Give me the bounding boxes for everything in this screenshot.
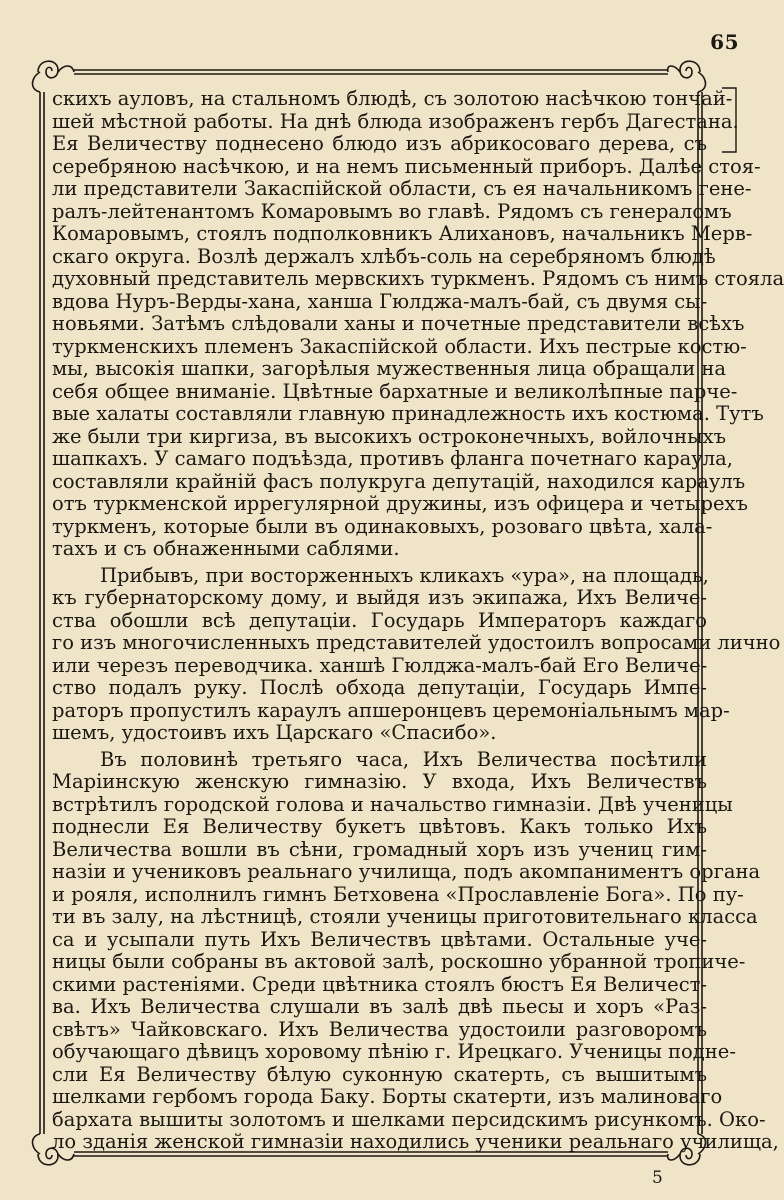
- text-line: мы, высокія шапки, загорѣлыя мужественныя лица обращали на: [52, 357, 727, 380]
- paragraph: [52, 747, 779, 1154]
- text-line: составляли крайній фасъ полукруга депутацій, находился караулъ: [52, 469, 746, 493]
- body-text: [52, 87, 784, 1153]
- text-line: шей мѣстной работы. На днѣ блюда изображенъ гербъ Дагестана.: [52, 109, 739, 133]
- text-line: поднесли Ея Величеству букетъ цвѣтовъ. Какъ только Ихъ: [52, 815, 707, 838]
- text-line: шемъ, удостоивъ ихъ Царскаго «Спасибо».: [52, 721, 497, 744]
- text-line: ли представители Закаспійской области, съ ея начальникомъ гене-: [52, 177, 752, 200]
- text-line: отъ туркменской иррегулярной дружины, изъ офицера и четырехъ: [52, 492, 748, 515]
- page-number: 65: [710, 30, 739, 54]
- text-line: встрѣтилъ городской голова и начальство гимназіи. Двѣ ученицы: [52, 792, 733, 816]
- left-border: [40, 92, 44, 1134]
- text-line: го изъ многочисленныхъ представителей удостоилъ вопросами лично: [52, 631, 781, 654]
- text-line: бархата вышиты золотомъ и шелками персидскимъ рисункомъ. Око-: [52, 1107, 766, 1131]
- text-line: скаго округа. Возлѣ держалъ хлѣбъ-соль на серебряномъ блюдѣ: [52, 244, 716, 268]
- text-line: свѣтъ» Чайковскаго. Ихъ Величества удостоили разговоромъ: [52, 1017, 707, 1041]
- text-line: Маріинскую женскую гимназію. У входа, Ихъ Величествъ: [52, 770, 707, 793]
- text-line: скими растеніями. Среди цвѣтника стоялъ бюстъ Ея Величест-: [52, 972, 707, 996]
- text-line: ралъ-лейтенантомъ Комаровымъ во главѣ. Рядомъ съ генераломъ: [52, 199, 732, 223]
- text-line: Комаровымъ, стоялъ подполковникъ Алихановъ, начальникъ Мерв-: [52, 222, 753, 245]
- text-line: обучающаго дѣвицъ хоровому пѣнію г. Ирецкаго. Ученицы подне-: [52, 1040, 736, 1063]
- text-line: ти въ залу, на лѣстницѣ, стояли ученицы приготовительнаго класса: [52, 905, 758, 928]
- text-line: ства обошли всѣ депутаціи. Государь Императоръ каждаго: [52, 608, 707, 632]
- text-line: или черезъ переводчика. ханшѣ Гюлджа-малъ-бай Его Величе-: [52, 653, 708, 677]
- text-line: къ губернаторскому дому, и выйдя изъ экипажа, Ихъ Величе-: [52, 586, 707, 609]
- text-line: туркменъ, которые были въ одинаковыхъ, розоваго цвѣта, хала-: [52, 514, 713, 538]
- text-line: туркменскихъ племенъ Закаспійской области. Ихъ пестрые костю-: [52, 334, 747, 358]
- text-line: ницы были собраны въ актовой залѣ, роскошно убранной тропиче-: [52, 950, 746, 973]
- text-line: скихъ ауловъ, на стальномъ блюдѣ, съ золотою насѣчкою тончай-: [52, 87, 733, 110]
- text-line: же были три киргиза, въ высокихъ остроконечныхъ, войлочныхъ: [52, 424, 727, 448]
- paragraph: [52, 87, 784, 561]
- text-line: Ея Величеству поднесено блюдо изъ абрикосоваго дерева, съ: [52, 132, 707, 155]
- text-line: духовный представитель мервскихъ туркменъ. Рядомъ съ нимъ стояла: [52, 267, 784, 290]
- paragraph: [52, 563, 781, 745]
- text-line: Величества вошли въ сѣни, громадный хоръ изъ учениц гим-: [52, 837, 707, 861]
- text-line: себя общее вниманіе. Цвѣтные бархатные и великолѣпные парче-: [52, 379, 738, 403]
- text-line: Въ половинѣ третьяго часа, Ихъ Величества посѣтили: [100, 747, 707, 771]
- text-line: назіи и учениковъ реальнаго училища, подъ акомпаниментъ органа: [52, 860, 761, 883]
- sheet-number: 5: [652, 1168, 663, 1188]
- text-line: са и усыпали путь Ихъ Величествъ цвѣтами. Остальные уче-: [52, 927, 707, 951]
- text-line: новьями. Затѣмъ слѣдовали ханы и почетные представители всѣхъ: [52, 312, 745, 335]
- text-line: и рояля, исполнилъ гимнъ Бетховена «Прославленіе Бога». По пу-: [52, 882, 744, 906]
- text-line: сли Ея Величеству бѣлую суконную скатерть, съ вышитымъ: [52, 1062, 707, 1086]
- text-line: ло зданія женской гимназіи находились ученики реальнаго училища,: [52, 1130, 779, 1153]
- text-line: шапкахъ. У самаго подъѣзда, противъ фланга почетнаго караула,: [52, 447, 733, 470]
- text-line: раторъ пропустилъ караулъ апшеронцевъ церемоніальнымъ мар-: [52, 698, 730, 722]
- text-line: тахъ и съ обнаженными саблями.: [52, 537, 400, 560]
- text-line: ва. Ихъ Величества слушали въ залѣ двѣ пьесы и хоръ «Раз-: [52, 995, 707, 1018]
- text-line: ство подалъ руку. Послѣ обхода депутаціи, Государь Импе-: [52, 676, 707, 699]
- text-line: вдова Нуръ-Верды-хана, ханша Гюлджа-малъ-бай, съ двумя сы-: [52, 289, 708, 313]
- text-line: вые халаты составляли главную принадлежность ихъ костюма. Тутъ: [52, 402, 764, 425]
- text-line: шелками гербомъ города Баку. Борты скатерти, изъ малиноваго: [52, 1085, 723, 1108]
- text-line: Прибывъ, при восторженныхъ кликахъ «ура», на площадь,: [100, 563, 709, 587]
- text-line: серебряною насѣчкою, и на немъ письменный приборъ. Далѣе стоя-: [52, 154, 761, 178]
